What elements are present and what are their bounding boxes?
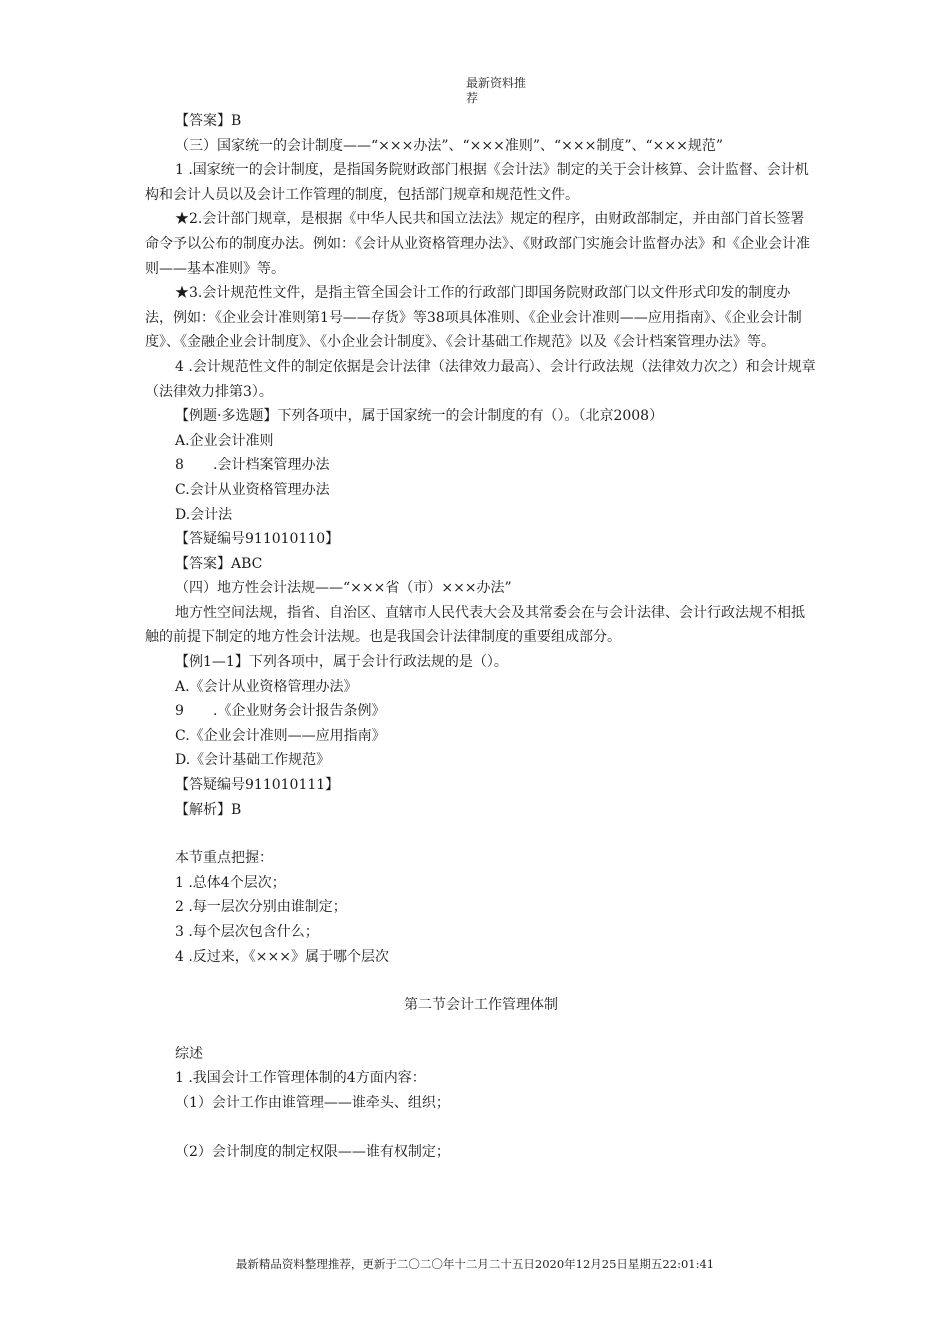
key-point: 4 .反过来，《×××》属于哪个层次 — [175, 948, 389, 965]
option-text: .《企业财务会计报告条例》 — [213, 703, 386, 720]
analysis-line: 【解析】B — [175, 801, 242, 818]
list-item: 1 .我国会计工作管理体制的4方面内容： — [175, 1070, 426, 1087]
section-title: 第二节会计工作管理体制 — [404, 997, 558, 1014]
option-d: D.会计法 — [175, 506, 233, 523]
spacer — [145, 1018, 817, 1042]
spacer — [145, 822, 817, 846]
option-b — [145, 453, 817, 478]
option-number: 9 — [175, 703, 184, 720]
spacer — [145, 969, 817, 993]
key-point: 2 .每一层次分别由谁制定； — [175, 899, 347, 916]
option-a: A.《会计从业资格管理办法》 — [175, 678, 358, 695]
key-points-title: 本节重点把握： — [175, 850, 273, 867]
question-id: 【答疑编号911010111】 — [175, 777, 340, 794]
question-id: 【答疑编号911010110】 — [175, 531, 340, 548]
key-point: 3 .每个层次包含什么； — [175, 924, 319, 940]
section-heading-4: （四）地方性会计法规——“×××省（市）×××办法” — [175, 580, 512, 597]
key-point: 1 .总体4个层次； — [175, 874, 286, 891]
option-a: A.企业会计准则 — [175, 432, 274, 449]
answer-line: 【答案】B — [175, 113, 242, 129]
paragraph: 地方性空间法规，指省、自治区、直辖市人民代表大会及其常委会在与会计法律、会计行政法规不相抵触的前提下制定的地方性会计法规。也是我国会计法律制度的重要组成部分。 — [145, 604, 805, 646]
subsection-title: 综述 — [175, 1045, 203, 1062]
page-footer: 最新精品资料整理推荐，更新于二〇二〇年十二月二十五日2020年12月25日星期五22:01:41 — [235, 1257, 715, 1271]
document-body — [145, 109, 817, 1164]
spacer — [145, 1116, 817, 1140]
example-question: 【例1—1】下列各项中，属于会计行政法规的是（）。 — [175, 654, 508, 671]
paragraph: 1 .国家统一的会计制度，是指国务院财政部门根据《会计法》制定的关于会计核算、会计监督、会计机构和会计人员以及会计工作管理的制度，包括部门规章和规范性文件。 — [145, 162, 809, 203]
paragraph: 4 .会计规范性文件的制定依据是会计法律（法律效力最高）、会计行政法规（法律效力次之）和会计规章（法律效力排第3）。 — [145, 358, 816, 400]
option-text: .会计档案管理办法 — [213, 457, 330, 474]
option-c: C.《企业会计准则——应用指南》 — [175, 727, 386, 744]
list-item: （2）会计制度的制定权限——谁有权制定； — [175, 1143, 450, 1160]
list-item: （1）会计工作由谁管理——谁牵头、组织； — [175, 1094, 450, 1111]
answer-line: 【答案】ABC — [175, 555, 263, 572]
option-c: C.会计从业资格管理办法 — [175, 481, 330, 498]
example-question: 【例题·多选题】下列各项中，属于国家统一的会计制度的有（）。（北京2008） — [175, 408, 664, 425]
option-b — [145, 699, 817, 724]
paragraph: ★2.会计部门规章，是根据《中华人民共和国立法法》规定的程序，由财政部制定，并由部门首长签署命令予以公布的制度办法。例如：《会计从业资格管理办法》、《财政部门实施会计监督办法》和《企业会计准则——基本准则》等。 — [145, 211, 810, 277]
section-heading-3: （三）国家统一的会计制度——“×××办法”、“×××准则”、“×××制度”、“×××规范” — [175, 137, 724, 154]
paragraph: ★3.会计规范性文件，是指主管全国会计工作的行政部门即国务院财政部门以文件形式印发的制度办法，例如：《企业会计准则第1号——存货》等38项具体准则、《企业会计准则——应用指南》、《企业会计制度》、《金融企业会计制度》、《小企业会计制度》、《会计基础工作规范》以及《会计档案管理办法》等。 — [145, 285, 802, 351]
option-d: D.《会计基础工作规范》 — [175, 752, 331, 769]
page-header: 最新资料推荐 — [466, 76, 527, 105]
option-number: 8 — [175, 457, 184, 474]
